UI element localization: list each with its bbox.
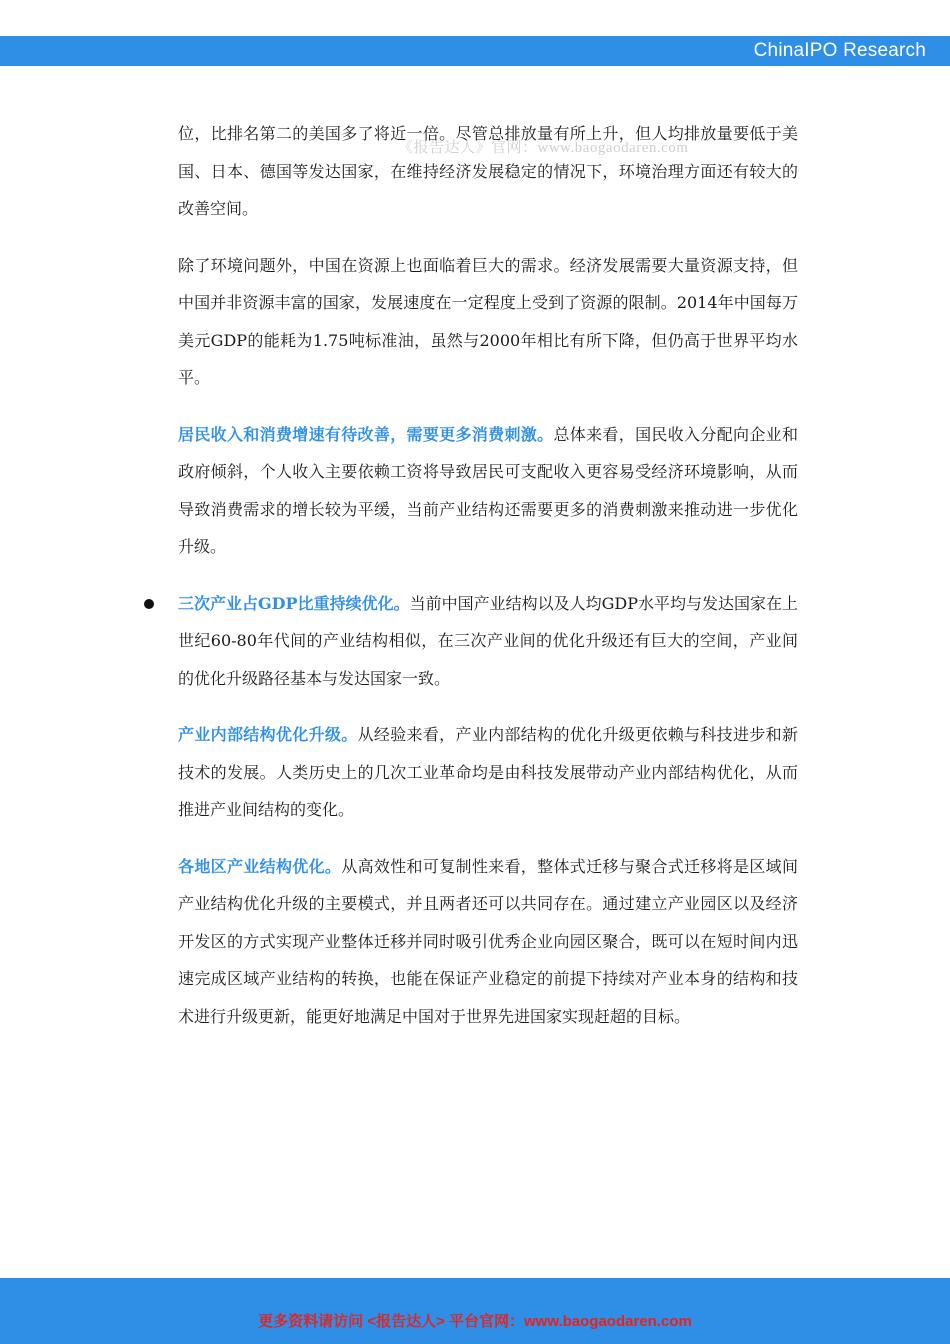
footer-bar — [0, 1278, 950, 1344]
paragraph-resources — [178, 247, 798, 397]
header-bar — [0, 36, 950, 66]
watermark: 《报告达人》官网：www.baogaodaren.com — [398, 140, 689, 156]
paragraph-text: 除了环境问题外，中国在资源上也面临着巨大的需求。经济发展需要大量资源支持，但中国并非资源丰富的国家，发展速度在一定程度上受到了资源的限制。2014年中国每万美元GDP的能耗为1.75吨标准油，虽然与2000年相比有所下降，但仍高于世界平均水平。 — [178, 255, 798, 387]
brand-label: ChinaIPO Research — [753, 40, 926, 61]
bullet-icon — [144, 599, 154, 609]
paragraph-emissions — [178, 115, 798, 228]
paragraph-heading: 各地区产业结构优化。 — [178, 856, 342, 876]
paragraph-text: 当前中国产业结构以及人均GDP水平均与发达国家在上世纪60-80年代间的产业结构相似，在三次产业间的优化升级还有巨大的空间，产业间的优化升级路径基本与发达国家一致。 — [178, 593, 798, 688]
paragraph-text: 从高效性和可复制性来看，整体式迁移与聚合式迁移将是区域间产业结构优化升级的主要模式，并且两者还可以共同存在。通过建立产业园区以及经济开发区的方式实现产业整体迁移并同时吸引优秀企业向园区聚合，既可以在短时间内迅速完成区域产业结构的转换，也能在保证产业稳定的前提下持续对产业本身的结构和技术进行升级更新，能更好地满足中国对于世界先进国家实现赶超的目标。 — [178, 856, 798, 1026]
paragraph-heading: 产业内部结构优化升级。 — [178, 725, 358, 744]
paragraph-text: 位，比排名第二的美国多了将近一倍。尽管总排放量有所上升，但人均排放量要低于美国、日本、德国等发达国家，在维持经济发展稳定的情况下，环境治理方面还有较大的改善空间。 — [178, 124, 798, 218]
paragraph-internal-structure — [178, 716, 798, 829]
footer-link[interactable]: 更多资料请访问 <报告达人> 平台官网：www.baogaodaren.com — [258, 1313, 692, 1330]
paragraph-heading: 三次产业占GDP比重持续优化。 — [178, 593, 410, 613]
paragraph-consumption — [178, 416, 798, 566]
paragraph-heading: 居民收入和消费增速有待改善，需要更多消费刺激。 — [178, 424, 554, 444]
paragraph-text: 从经验来看，产业内部结构的优化升级更依赖与科技进步和新技术的发展。人类历史上的几次工业革命均是由科技发展带动产业内部结构优化，从而推进产业间结构的变化。 — [178, 725, 798, 819]
paragraph-text: 总体来看，国民收入分配向企业和政府倾斜，个人收入主要依赖工资将导致居民可支配收入更容易受经济环境影响，从而导致消费需求的增长较为平缓，当前产业结构还需要更多的消费刺激来推动进一步优化升级。 — [178, 424, 798, 556]
paragraph-regional-structure — [178, 848, 798, 1036]
paragraph-gdp-share — [178, 585, 798, 698]
document-body — [178, 115, 798, 1035]
